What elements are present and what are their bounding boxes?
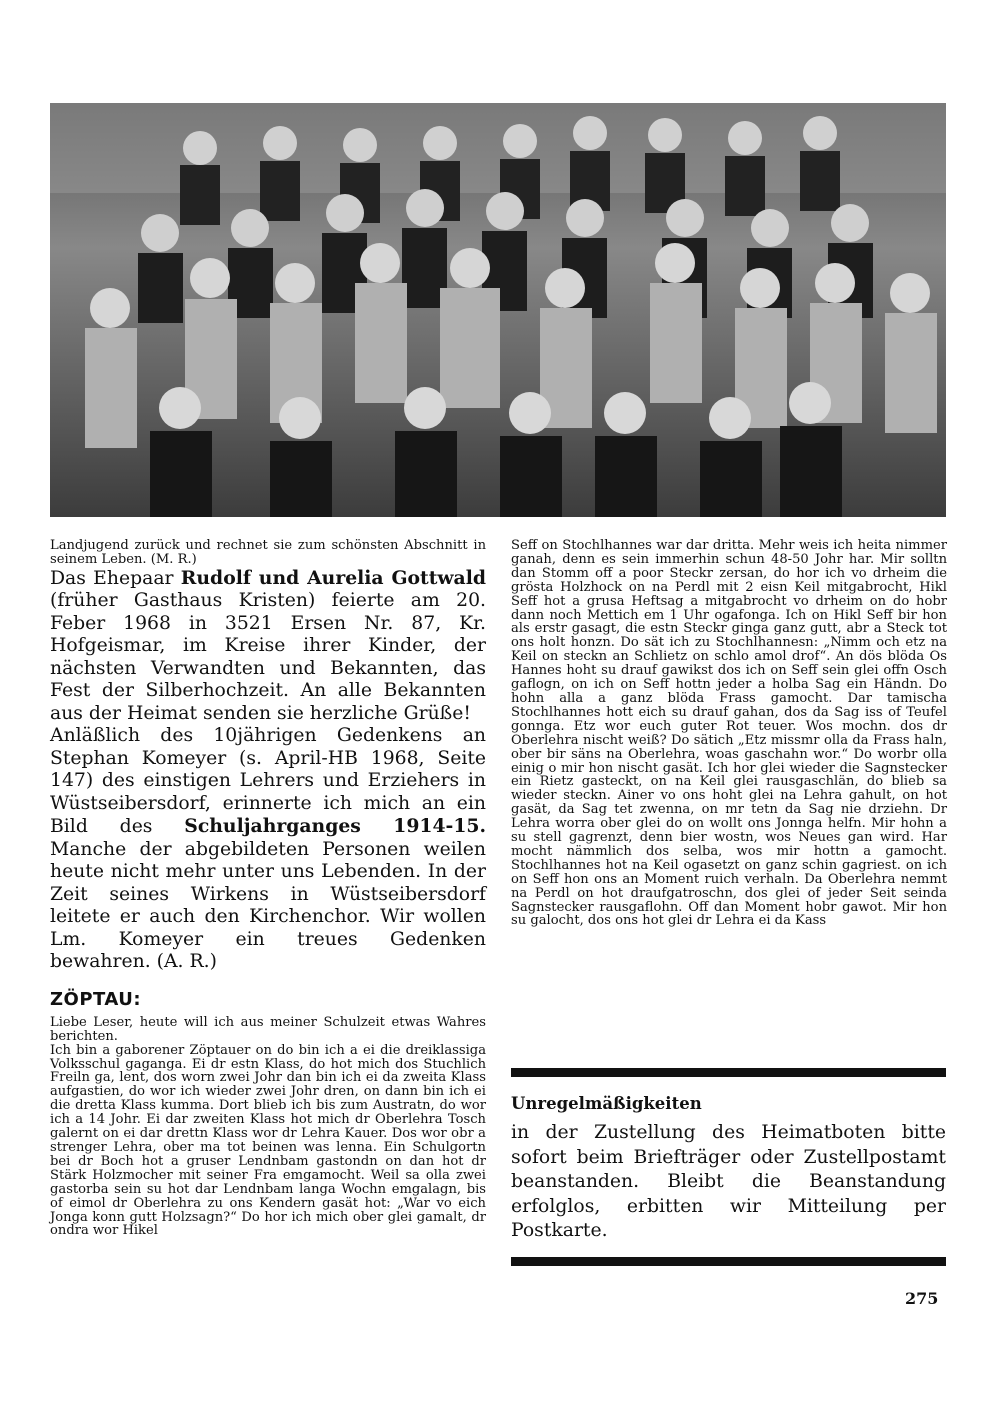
story-text-right: Seff on Stochlhannes war dar dritta. Mehr weis ich heita nimmer ganah, denn es sein immerhin schun 48-50 Johr har. Mir solltn dan Stomm off a poor Steckr zersan, do hor ich vo drheim die grösta Holzhock on na Perdl mit 2 eisn Keil mitgabrocht, Hikl Seff hot a grusa Heftsag a mitgabrocht vo drheim on do hobr dann noch Mettich em 1 Uhr ogafonga. Ich on Hikl Seff bir hon als erstr gasagt, die estn Steckr ginga ganz gutt, abr a Steck tot ons holt honzn. Do sät ich zu Stochlhannesn: „Nimm och etz na Keil on steckn an Schlietz on schlo amol drof“. An dös blöda Os Hannes hoht su drauf gawikst dos ich on Seff sein glei offn Osch gaflogn, on ich on Seff hottn jeder a holba Sag ein Händn. Do hohn alla a ganz blöda Frass gamocht. Dar tamischa Stochlhannes hott eich su drauf gahan, dos da Sag iss of Teufel gonnga. Etz wor euch guter Rot teuer. Wos mochn. dos dr Oberlehra nischt weiß? Do sätich „Etz missmr olla da Frass haln, ober bir säns na Oberlehra, woas gaschahn wor.“ Do worbr olla einig o mir hon nischt gasät. Ich hor glei wieder die Sagnstecker ein Rietz gasteckt, on na Keil glei rausgaschlän, do blieb sa wieder steckn. Ainer vo ons hoht glei na Lehra gahult, on hot gasät, da Sag tet zwenna, on mr tetn da Sag nie drziehn. Dr Lehra worra ober glei do on wollt ons Jonnga helfn. Mir hohn a su stell gagrenzt, denn bier wostn, wos Neues gan wird. Har mocht nämmlich dos selba, wos mir hottn a gamocht. Stochlhannes hot na Keil ogasetzt on ganz schin gagriest. on ich on Seff hon ons an Moment ruich verhaln. Da Oberlehra nemmt na Perdl on hot draufgatroschn, dos glei of jeder Seit seinda Sagnstecker rausgaflohn. Off dan Moment hobr gawot. Mir hon su galocht, dos ons hot glei dr Lehra ei da Kass — [511, 538, 947, 929]
story-text-left: Ich bin a gaborener Zöptauer on do bin ich a ei die dreiklassiga Volksschul gaganga. Ei dr estn Klass, do hot mich dos Stuchlich Freiln ga, lent, dos worn zwei Johr dan bin ich ei da zweita Klass aufgastien, do wor ich wieder zwei Johr dren, on dann bin ich ei die dretta Klass kumma. Dort blieb ich bis zum Austratn, do wor ich a 14 Johr. Ei dar zweiten Klass hot mich dr Oberlehra Tosch galernt on ei dar drettn Klass wor dr Lehra Kauer. Dos wor obr a strenger Lehra, ober ma tot beinen was lenna. Ein Schulgortn bei dr Boch hot a gruser Lendnbam gastondn on dan hot dr Stärk Holzmocher mit seiner Fra emgamocht. Weil sa olla zwei gastorba sein su hot dar Lendnbam langa Wochn emgalagn, bis of eimol dr Oberlehra zu ons Kendern gasät hot: „War vo eich Jonga konn gutt Holzsagn?“ Do hor ich mich ober glei gamalt, dr ondra wor Hikel — [50, 1042, 486, 1239]
komeyer-remembrance — [50, 725, 486, 974]
story-intro: Liebe Leser, heute will ich aus meiner Schulzeit etwas Wahres berichten. — [50, 1014, 486, 1044]
school-year-label: Schuljahrganges 1914-15. — [184, 815, 486, 838]
couple-names: Rudolf und Aurelia Gottwald — [180, 566, 486, 589]
page-number: 275 — [905, 1289, 939, 1308]
anniversary-text-end: (früher Gasthaus Kristen) feierte am 20. Feber 1968 in 3521 Ersen Nr. 87, Kr. Hofgeismar, im Kreise ihrer Kinder, der nächsten Verwandten und Bekannten, das Fest der Silberhochzeit. An alle Bekannten aus der Heimat senden sie herzliche Grüße! — [50, 590, 486, 724]
photo-caption-continuation: Landjugend zurück und rechnet sie zum schönsten Abschnitt in seinem Leben. (M. R.) — [50, 538, 486, 567]
remembrance-text-end: Manche der abgebildeten Personen weilen heute nicht mehr unter uns Lebenden. In der Zeit seines Wirkens in Wüstseibersdorf leitete er auch den Kirchenchor. Wir wollen Lm. Komeyer ein treues Gedenken bewahren. (A. R.) — [50, 838, 486, 973]
class-photo-icon — [50, 103, 946, 517]
right-column — [511, 539, 947, 928]
notice-bottom-rule — [511, 1257, 946, 1266]
notice-title: Unregelmäßigkeiten — [511, 1094, 702, 1113]
notice-body: in der Zustellung des Heimatboten bitte sofort beim Briefträger oder Zustellpostamt beanstanden. Bleibt die Beanstandung erfolglos, erbitten wir Mitteilung per Postkarte. — [511, 1122, 946, 1242]
section-heading: ZÖPTAU: — [50, 988, 142, 1010]
anniversary-notice — [50, 567, 486, 726]
class-photo — [50, 103, 946, 517]
left-column — [50, 539, 486, 1238]
remembrance-text-start: Anläßlich des 10jährigen Gedenkens an Stephan Komeyer (s. April-HB 1968, Seite 147) des einstigen Lehrers und Erziehers in Wüstseibersdorf, erinnerte ich mich an ein Bild des — [50, 725, 486, 838]
notice-top-rule — [511, 1068, 946, 1077]
anniversary-text-start: Das Ehepaar — [50, 567, 181, 589]
